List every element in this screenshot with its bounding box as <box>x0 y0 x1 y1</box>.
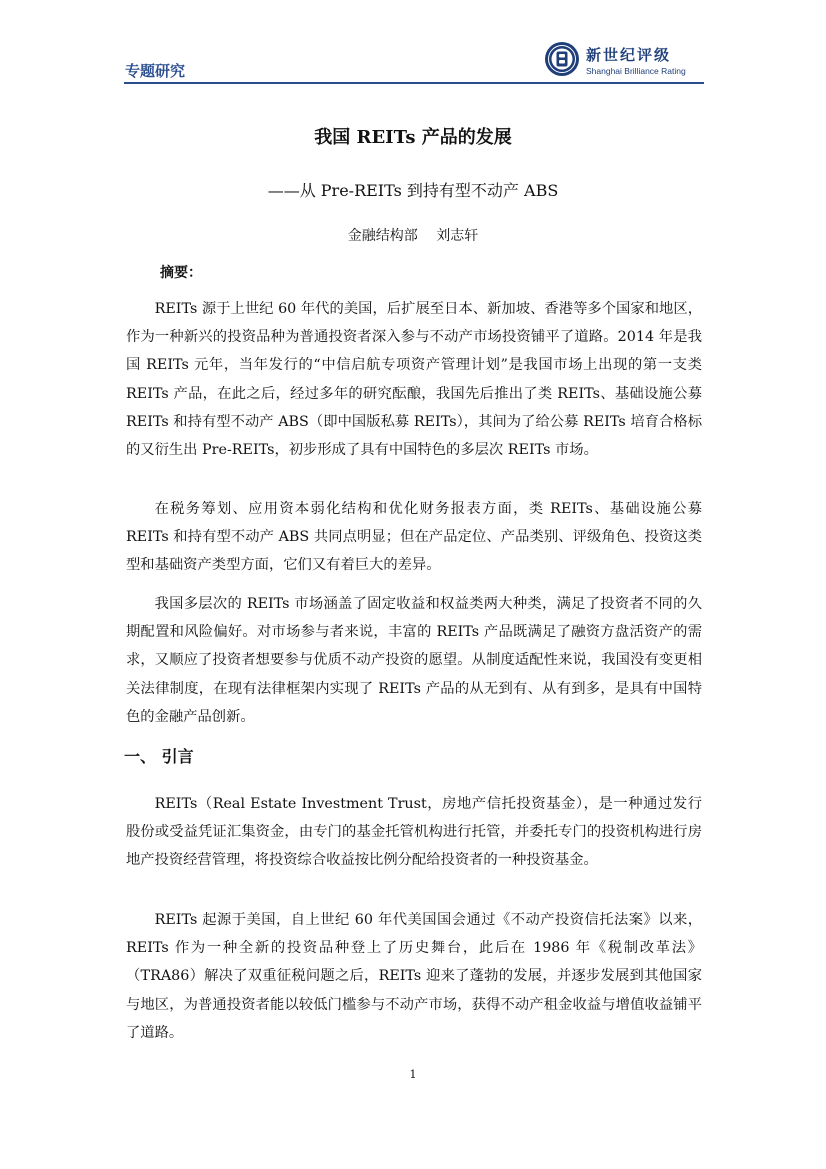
company-logo-icon <box>544 41 580 77</box>
article-title: 我国 REITs 产品的发展 <box>314 127 512 148</box>
page-number: 1 <box>409 1068 417 1081</box>
section-label: 专题研究 <box>125 62 186 80</box>
page-header <box>0 0 826 90</box>
intro-paragraph-2: REITs 起源于美国，自上世纪 60 年代美国国会通过《不动产投资信托法案》以来，REITs 作为一种全新的投资品种登上了历史舞台，此后在 1986 年《税制改革法》（TRA86）解决了双重征税问题之后，REITs 迎来了蓬勃的发展，并逐步发展到其他国家与地区，为普通投资者能以较低门槛参与不动产市场，获得不动产租金收益与增值收益铺平了道路。 <box>126 912 702 1041</box>
abstract-paragraph-2: 在税务筹划、应用资本弱化结构和优化财务报表方面，类 REITs、基础设施公募 REITs 和持有型不动产 ABS 共同点明显；但在产品定位、产品类别、评级角色、投资这类型和基础资产类型方面，它们又有着巨大的差异。 <box>126 501 702 574</box>
brand-name-english: Shanghai Brilliance Rating <box>586 66 686 76</box>
intro-paragraph-1: REITs（Real Estate Investment Trust，房地产信托投资基金），是一种通过发行股份或受益凭证汇集资金，由专门的基金托管机构进行托管，并委托专门的投资机构进行房地产投资经营管理，将投资综合收益按比例分配给投资者的一种投资基金。 <box>126 796 702 869</box>
section-heading-introduction: 一、 引言 <box>124 747 194 766</box>
article-author: 金融结构部 刘志轩 <box>347 228 479 244</box>
abstract-paragraph-1: REITs 源于上世纪 60 年代的美国，后扩展至日本、新加坡、香港等多个国家和地区，作为一种新兴的投资品种为普通投资者深入参与不动产市场投资铺平了道路。2014 年是我国 REITs 元年，当年发行的“中信启航专项资产管理计划”是我国市场上出现的第一支类 REITs 产品，在此之后，经过多年的研究酝酿，我国先后推出了类 REITs、基础设施公募 REITs 和持有型不动产 ABS（即中国版私募 REITs），其间为了给公募 REITs 培育合格标的又衍生出 Pre-REITs，初步形成了具有中国特色的多层次 REITs 市场。 <box>126 301 702 459</box>
article-subtitle: ——从 Pre-REITs 到持有型不动产 ABS <box>267 181 559 200</box>
brand-name-chinese: 新世纪评级 <box>586 46 672 64</box>
header-divider <box>124 82 704 84</box>
abstract-paragraph-3: 我国多层次的 REITs 市场涵盖了固定收益和权益类两大种类，满足了投资者不同的久期配置和风险偏好。对市场参与者来说，丰富的 REITs 产品既满足了融资方盘活资产的需求，又顺应了投资者想要参与优质不动产投资的愿望。从制度适配性来说，我国没有变更相关法律制度，在现有法律框架内实现了 REITs 产品的从无到有、从有到多，是具有中国特色的金融产品创新。 <box>126 596 702 725</box>
abstract-label: 摘要： <box>160 265 202 281</box>
